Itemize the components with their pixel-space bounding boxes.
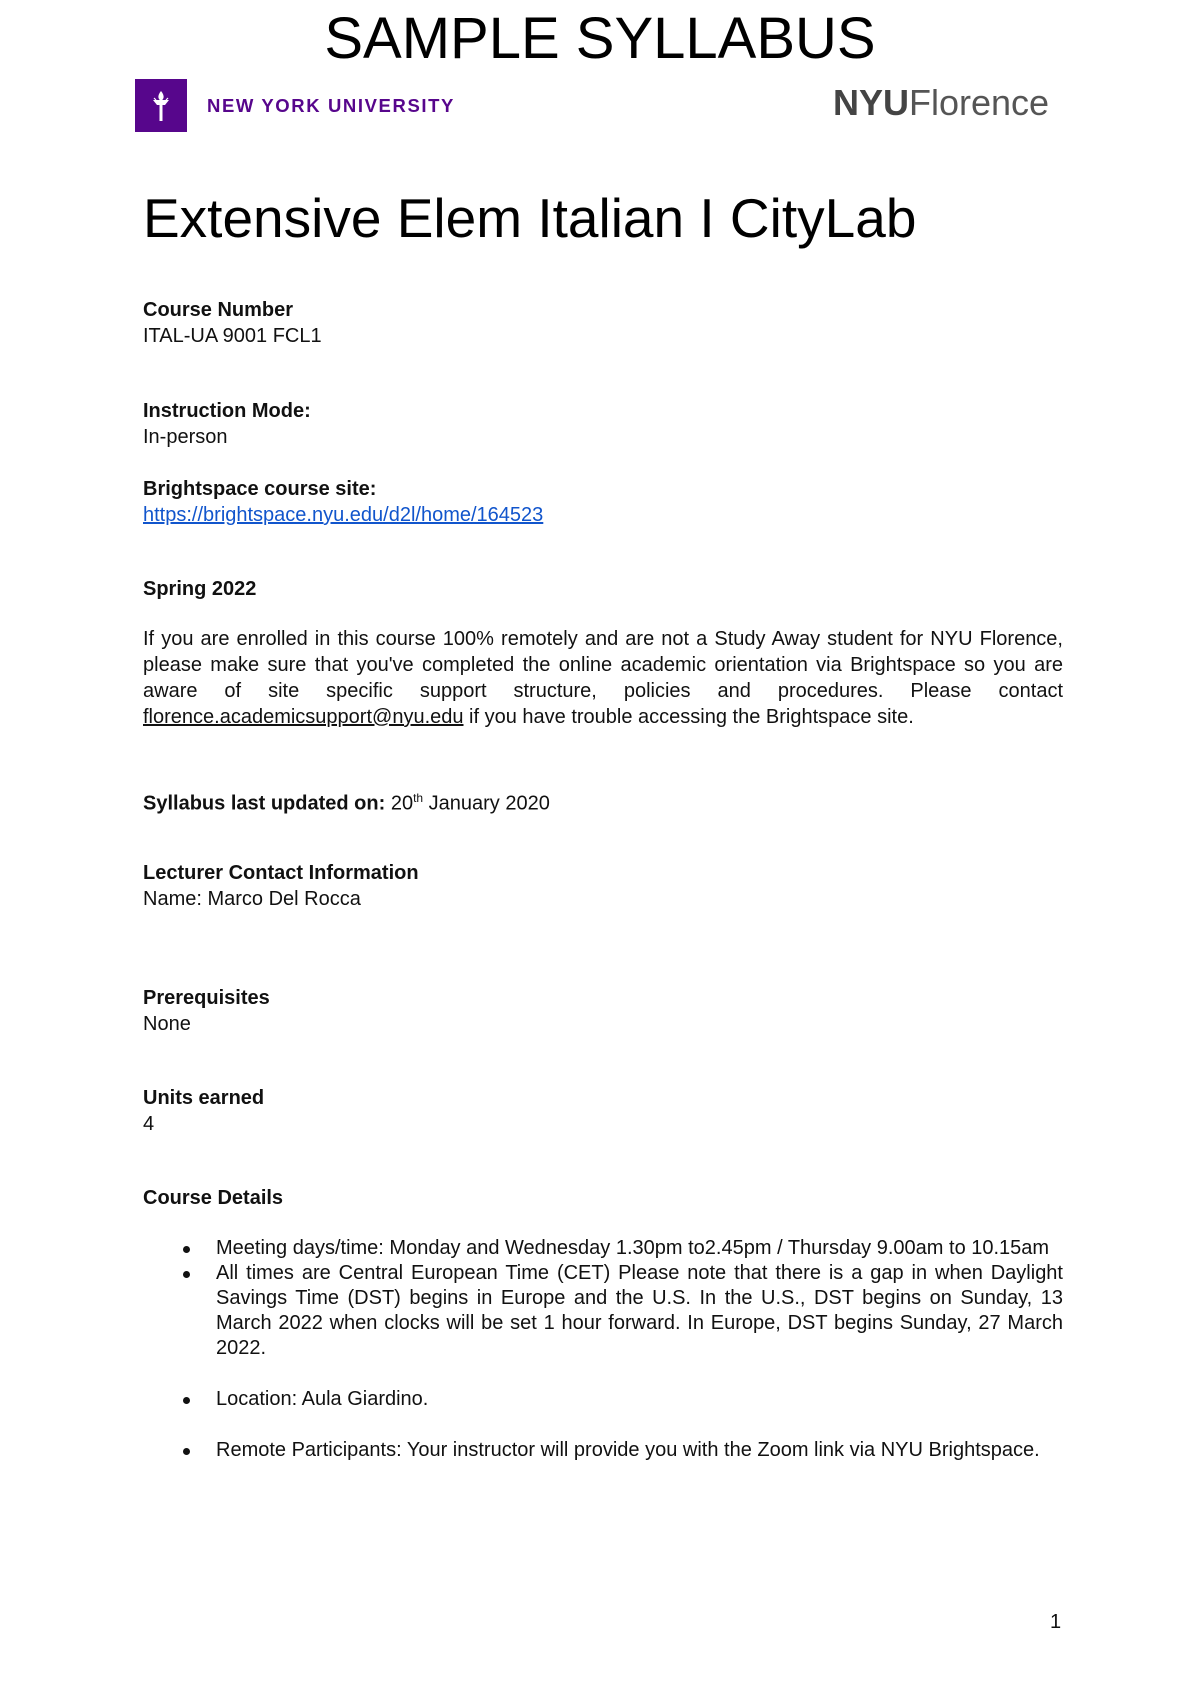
last-updated	[143, 785, 550, 817]
nyu-logo	[135, 79, 455, 132]
units-section	[143, 1085, 264, 1137]
brightspace-section	[143, 476, 543, 528]
units-value: 4	[143, 1113, 155, 1135]
last-updated-label: Syllabus last updated on:	[143, 792, 386, 815]
course-title: Extensive Elem Italian I CityLab	[143, 187, 917, 249]
list-item: Remote Participants: Your instructor will provide you with the Zoom link via NYU Brightspace.	[143, 1438, 1063, 1463]
nyu-wordmark: NEW YORK UNIVERSITY	[207, 94, 455, 116]
florence-logo-bold: NYU	[833, 82, 910, 123]
last-updated-day: 20	[390, 792, 414, 815]
lecturer-name: Name: Marco Del Rocca	[143, 888, 361, 910]
lecturer-section	[143, 860, 419, 912]
last-updated-suffix: th	[413, 791, 424, 805]
units-label: Units earned	[143, 1087, 265, 1109]
course-details-label: Course Details	[143, 1187, 284, 1209]
prerequisites-section	[143, 985, 270, 1037]
prerequisites-label: Prerequisites	[143, 987, 270, 1009]
list-item: Meeting days/time: Monday and Wednesday 1.30pm to2.45pm / Thursday 9.00am to 10.15am	[143, 1236, 1063, 1261]
list-item: Location: Aula Giardino.	[143, 1387, 1063, 1412]
course-details-heading-block	[143, 1185, 283, 1211]
prerequisites-value: None	[143, 1013, 191, 1035]
nyu-florence-logo	[833, 82, 1049, 124]
last-updated-rest: January 2020	[428, 792, 550, 815]
course-number-section	[143, 297, 322, 349]
academic-support-email-link[interactable]: florence.academicsupport@nyu.edu	[143, 706, 464, 728]
brightspace-label: Brightspace course site:	[143, 478, 377, 500]
course-details-list	[143, 1236, 1063, 1463]
brightspace-link[interactable]: https://brightspace.nyu.edu/d2l/home/164523	[143, 504, 544, 526]
remote-notice-text: If you are enrolled in this course 100% remotely and are not a Study Away student for NYU Florence, please make sure that you've completed the online academic orientation via Brightspace so you are aware of site specific support structure, policies and procedures. Please contact	[143, 628, 1063, 702]
remote-notice-text-end: if you have trouble accessing the Brightspace site.	[463, 706, 914, 728]
course-number-label: Course Number	[143, 299, 294, 321]
list-item: All times are Central European Time (CET) Please note that there is a gap in when Daylight Savings Time (DST) begins in Europe and the U.S. In the U.S., DST begins on Sunday, 13 March 2022 when clocks will be set 1 hour forward. In Europe, DST begins Sunday, 27 March 2022.	[143, 1261, 1063, 1361]
remote-notice	[143, 626, 1063, 730]
sample-syllabus-banner: SAMPLE SYLLABUS	[324, 6, 876, 71]
page-number: 1	[1050, 1611, 1062, 1633]
course-number-value: ITAL-UA 9001 FCL1	[143, 325, 322, 347]
lecturer-label: Lecturer Contact Information	[143, 862, 419, 884]
instruction-mode-label: Instruction Mode:	[143, 400, 311, 422]
florence-logo-light: Florence	[909, 82, 1050, 123]
instruction-mode-value: In-person	[143, 426, 228, 448]
torch-icon	[135, 79, 187, 132]
term-label: Spring 2022	[143, 578, 257, 600]
term-section	[143, 576, 256, 602]
instruction-mode-section	[143, 398, 311, 450]
